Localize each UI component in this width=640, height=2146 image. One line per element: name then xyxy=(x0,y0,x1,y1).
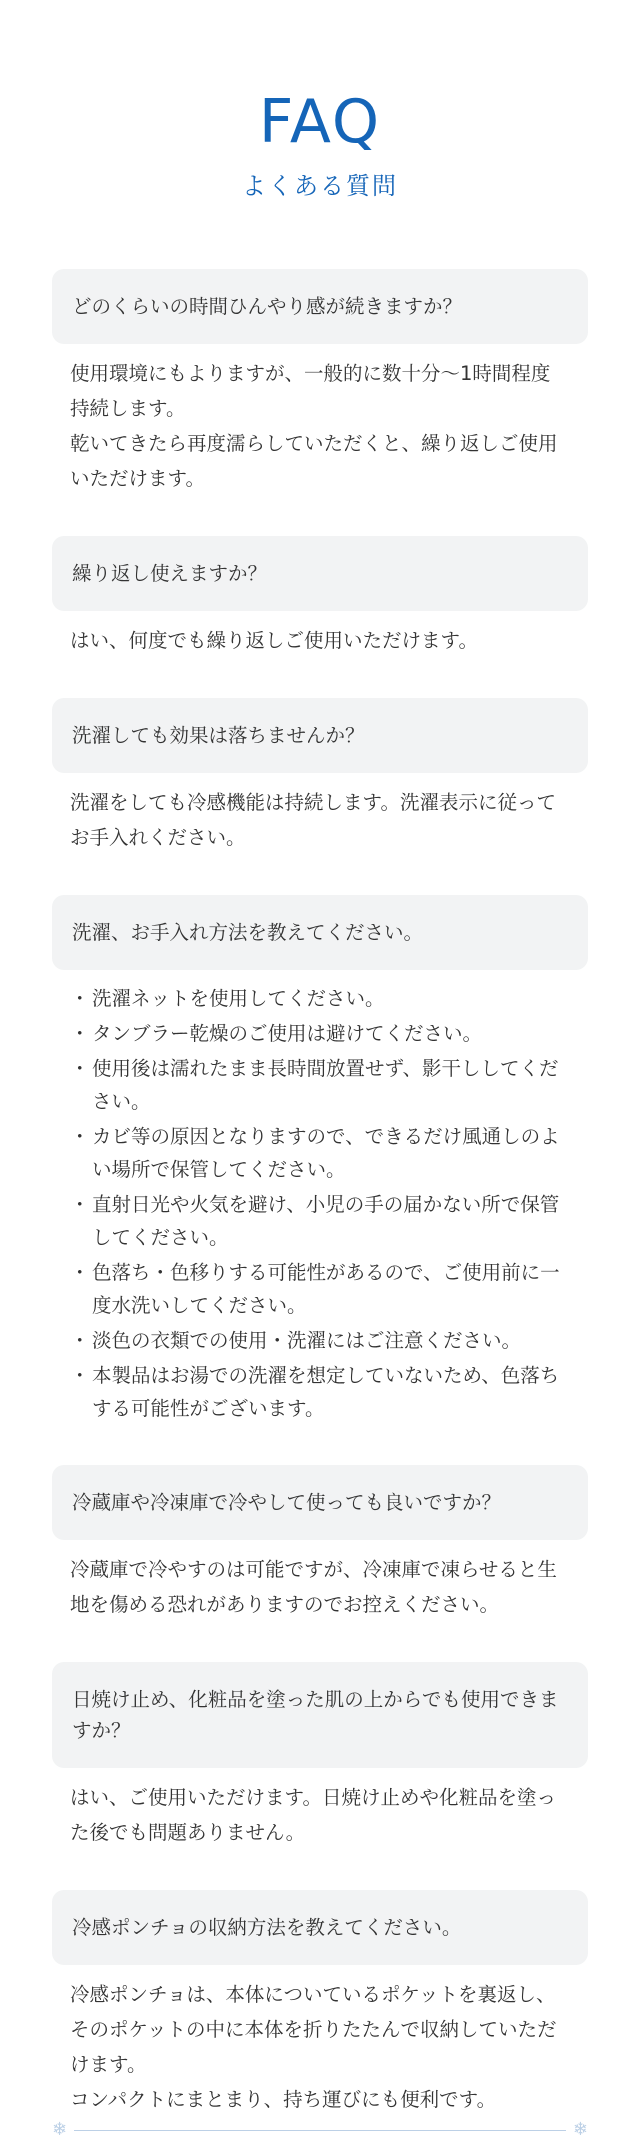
faq-question[interactable]: 繰り返し使えますか？ xyxy=(52,536,588,611)
answer-paragraph: 洗濯をしても冷感機能は持続します。洗濯表示に従ってお手入れください。 xyxy=(70,791,556,849)
bullet-icon: ・ xyxy=(70,1261,90,1284)
faq-item xyxy=(52,1465,588,1622)
faq-question[interactable]: 洗濯しても効果は落ちませんか？ xyxy=(52,698,588,773)
faq-item xyxy=(52,698,588,855)
answer-paragraph: はい、何度でも繰り返しご使用いただけます。 xyxy=(70,629,478,652)
faq-question[interactable]: 冷蔵庫や冷凍庫で冷やして使っても良いですか？ xyxy=(52,1465,588,1540)
bullet-icon: ・ xyxy=(70,1057,90,1080)
list-item: ・ 本製品はお湯での洗濯を想定していないため、色落ちする可能性がございます。 xyxy=(70,1359,568,1425)
list-item: ・ 使用後は濡れたまま長時間放置せず、影干ししてください。 xyxy=(70,1052,568,1118)
list-item: ・ 色落ち・色移りする可能性があるので、ご使用前に一度水洗いしてください。 xyxy=(70,1256,568,1322)
care-instructions-list xyxy=(70,982,568,1425)
list-item: ・ 洗濯ネットを使用してください。 xyxy=(70,982,568,1015)
list-item: ・ タンブラー乾燥のご使用は避けてください。 xyxy=(70,1017,568,1050)
list-item: ・ 直射日光や火気を避け、小児の手の届かない所で保管してください。 xyxy=(70,1188,568,1254)
page-subtitle: よくある質問 xyxy=(242,172,398,200)
faq-header xyxy=(0,0,640,201)
snowflake-icon: ❄ xyxy=(52,2119,68,2140)
footer-divider xyxy=(52,2120,588,2140)
faq-item xyxy=(52,895,588,1425)
faq-answer xyxy=(52,1540,588,1622)
bullet-icon: ・ xyxy=(70,1364,90,1387)
faq-answer xyxy=(52,1965,588,2117)
bullet-icon: ・ xyxy=(70,1125,90,1148)
answer-paragraph: 冷蔵庫で冷やすのは可能ですが、冷凍庫で凍らせると生地を傷める恐れがありますのでお控えください。 xyxy=(70,1558,557,1616)
bullet-icon: ・ xyxy=(70,1329,90,1352)
faq-item xyxy=(52,536,588,658)
faq-item xyxy=(52,1890,588,2117)
list-item: ・ カビ等の原因となりますので、できるだけ風通しのよい場所で保管してください。 xyxy=(70,1120,568,1186)
page-title: FAQ xyxy=(258,87,382,157)
answer-paragraph: コンパクトにまとまり、持ち運びにも便利です。 xyxy=(70,2088,497,2111)
faq-question[interactable]: 日焼け止め、化粧品を塗った肌の上からでも使用できますか？ xyxy=(52,1662,588,1768)
answer-paragraph: 冷感ポンチョは、本体についているポケットを裏返し、そのポケットの中に本体を折りたたんで収納していただけます。 xyxy=(70,1983,557,2076)
faq-item xyxy=(52,1662,588,1850)
faq-question[interactable]: 冷感ポンチョの収納方法を教えてください。 xyxy=(52,1890,588,1965)
faq-item xyxy=(52,269,588,496)
bullet-icon: ・ xyxy=(70,1022,90,1045)
faq-list xyxy=(0,269,640,2117)
faq-question[interactable]: 洗濯、お手入れ方法を教えてください。 xyxy=(52,895,588,970)
faq-answer xyxy=(52,970,588,1425)
faq-answer xyxy=(52,611,588,658)
list-item: ・ 淡色の衣類での使用・洗濯にはご注意ください。 xyxy=(70,1324,568,1357)
faq-answer xyxy=(52,344,588,496)
faq-answer xyxy=(52,1768,588,1850)
bullet-icon: ・ xyxy=(70,987,90,1010)
answer-paragraph: 使用環境にもよりますが、一般的に数十分〜1時間程度持続します。 xyxy=(70,362,551,420)
answer-paragraph: 乾いてきたら再度濡らしていただくと、繰り返しご使用いただけます。 xyxy=(70,432,558,490)
bullet-icon: ・ xyxy=(70,1193,90,1216)
faq-answer xyxy=(52,773,588,855)
answer-paragraph: はい、ご使用いただけます。日焼け止めや化粧品を塗った後でも問題ありません。 xyxy=(70,1786,556,1844)
snowflake-icon: ❄ xyxy=(572,2119,588,2140)
faq-question[interactable]: どのくらいの時間ひんやり感が続きますか？ xyxy=(52,269,588,344)
divider-line xyxy=(74,2130,566,2131)
